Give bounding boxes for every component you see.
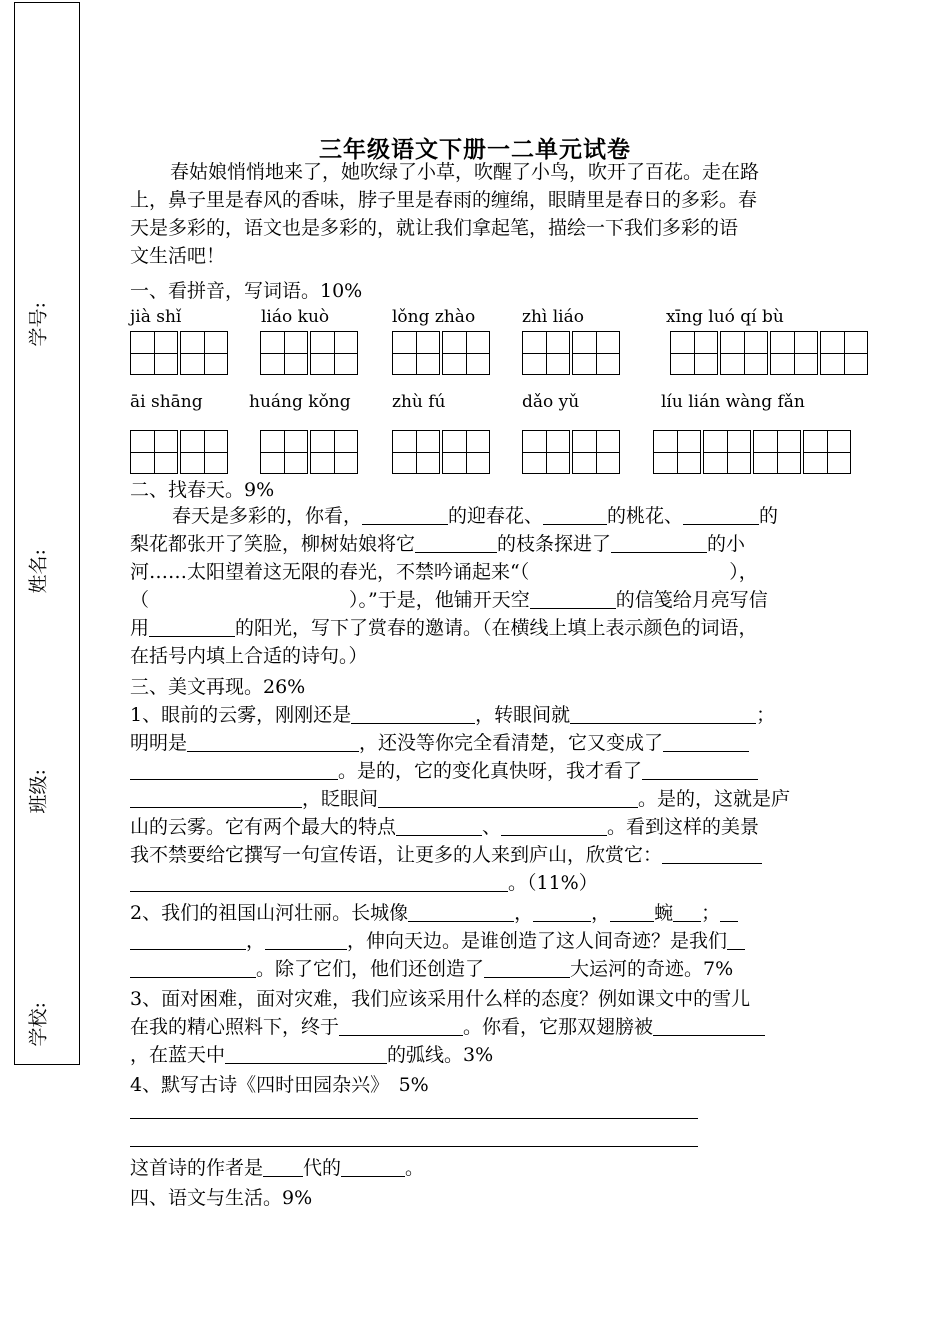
tian-cell[interactable] bbox=[820, 331, 868, 375]
text: ，在蓝天中 bbox=[130, 1044, 226, 1066]
tian-cell[interactable] bbox=[180, 430, 228, 474]
answer-blank[interactable] bbox=[263, 1156, 303, 1177]
text: 。你看，它那双翅膀被 bbox=[463, 1016, 654, 1038]
tian-cell[interactable] bbox=[180, 331, 228, 375]
writing-grid[interactable] bbox=[392, 430, 490, 474]
answer-blank[interactable] bbox=[530, 588, 616, 609]
text: 的阳光，写下了赏春的邀请。（在横线上填上表示颜色的词语， bbox=[235, 617, 758, 639]
text: 这首诗的作者是 bbox=[130, 1157, 264, 1179]
section-heading: 一、看拼音，写词语。10% bbox=[130, 280, 363, 302]
writing-grid[interactable] bbox=[670, 331, 868, 375]
page-title: 三年级语文下册一二单元试卷 bbox=[319, 136, 631, 163]
pinyin-label: jià shǐ bbox=[130, 307, 182, 327]
tian-cell[interactable] bbox=[392, 331, 440, 375]
text-line bbox=[130, 813, 759, 841]
section-heading: 三、美文再现。26% bbox=[130, 676, 306, 698]
answer-blank[interactable] bbox=[130, 957, 256, 978]
text: 梨花都张开了笑脸，柳树姑娘将它 bbox=[130, 533, 416, 555]
answer-blank[interactable] bbox=[663, 731, 749, 752]
text: 代的 bbox=[303, 1157, 342, 1179]
text: 1、眼前的云雾，刚刚还是 bbox=[130, 704, 352, 726]
pinyin-label: dǎo yǔ bbox=[522, 392, 580, 412]
text: 春天是多彩的，你看， bbox=[172, 505, 363, 527]
tian-cell[interactable] bbox=[310, 331, 358, 375]
text: 的迎春花、 bbox=[448, 505, 544, 527]
section-heading: 四、语文与生活。9% bbox=[130, 1187, 313, 1209]
intro-line: 天是多彩的，语文也是多彩的，就让我们拿起笔，描绘一下我们多彩的语 bbox=[130, 217, 739, 239]
intro-line: 文生活吧！ bbox=[130, 245, 226, 267]
text: 明明是 bbox=[130, 732, 188, 754]
text-line bbox=[130, 701, 775, 729]
answer-blank[interactable] bbox=[415, 532, 497, 553]
text-line bbox=[130, 927, 745, 955]
text: ，转眼间就 bbox=[475, 704, 571, 726]
answer-blank[interactable] bbox=[339, 1015, 463, 1036]
tian-cell[interactable] bbox=[653, 430, 701, 474]
text: 的枝条探进了 bbox=[497, 533, 612, 555]
tian-cell[interactable] bbox=[130, 430, 178, 474]
text-line bbox=[130, 785, 790, 813]
writing-grid[interactable] bbox=[130, 331, 228, 375]
text: 的小 bbox=[707, 533, 746, 555]
text: 。看到这样的美景 bbox=[607, 816, 760, 838]
text-line bbox=[130, 757, 758, 785]
answer-blank[interactable] bbox=[720, 901, 738, 922]
answer-blank[interactable] bbox=[130, 929, 246, 950]
text: ； bbox=[756, 704, 776, 726]
text-line bbox=[172, 502, 778, 530]
text: 用 bbox=[130, 617, 150, 639]
text: ，眨眼间 bbox=[302, 788, 379, 810]
text: ，还没等你完全看清楚，它又变成了 bbox=[359, 732, 664, 754]
answer-blank[interactable] bbox=[149, 616, 235, 637]
tian-cell[interactable] bbox=[130, 331, 178, 375]
pinyin-label: huáng kǒng bbox=[249, 392, 351, 412]
tian-cell[interactable] bbox=[310, 430, 358, 474]
answer-blank[interactable] bbox=[396, 815, 482, 836]
text-line bbox=[130, 1013, 765, 1041]
tian-cell[interactable] bbox=[703, 430, 751, 474]
text: ，伸向天边。是谁创造了这人间奇迹？是我们 bbox=[347, 930, 728, 952]
writing-grid[interactable] bbox=[392, 331, 490, 375]
tian-cell[interactable] bbox=[442, 331, 490, 375]
text: 河……太阳望着这无限的春光，不禁吟诵起来“（ bbox=[130, 561, 530, 583]
writing-grid[interactable] bbox=[130, 430, 228, 474]
answer-blank[interactable] bbox=[225, 1043, 387, 1064]
text: 大运河的奇迹。7% bbox=[570, 958, 734, 980]
text: 的 bbox=[759, 505, 779, 527]
name-label: 姓名: bbox=[27, 549, 50, 594]
answer-blank[interactable] bbox=[611, 532, 707, 553]
answer-blank[interactable] bbox=[362, 504, 448, 525]
tian-cell[interactable] bbox=[803, 430, 851, 474]
answer-blank[interactable] bbox=[533, 901, 591, 922]
answer-blank[interactable] bbox=[130, 871, 508, 892]
answer-blank[interactable] bbox=[130, 759, 338, 780]
answer-blank[interactable] bbox=[187, 731, 359, 752]
tian-cell[interactable] bbox=[522, 430, 570, 474]
tian-cell[interactable] bbox=[572, 430, 620, 474]
tian-cell[interactable] bbox=[770, 331, 818, 375]
text: 蜿 bbox=[654, 902, 674, 924]
intro-line: 上，鼻子里是春风的香味，脖子里是春雨的缠绵，眼睛里是春日的多彩。春 bbox=[130, 189, 758, 211]
answer-blank[interactable] bbox=[341, 1156, 405, 1177]
answer-blank[interactable] bbox=[130, 787, 302, 808]
tian-cell[interactable] bbox=[670, 331, 718, 375]
text: 在我的精心照料下，终于 bbox=[130, 1016, 340, 1038]
student-number-label: 学号: bbox=[27, 302, 50, 347]
text: 的弧线。3% bbox=[387, 1044, 494, 1066]
answer-blank[interactable] bbox=[351, 703, 475, 724]
text-line bbox=[130, 1041, 493, 1069]
tian-cell[interactable] bbox=[720, 331, 768, 375]
pinyin-label: zhì liáo bbox=[522, 307, 584, 327]
writing-grid[interactable] bbox=[522, 430, 620, 474]
text: ）。”于是，他铺开天空 bbox=[349, 589, 530, 611]
text: 的桃花、 bbox=[607, 505, 684, 527]
pinyin-label: líu lián wàng fǎn bbox=[661, 392, 805, 412]
text: 的信笺给月亮写信 bbox=[615, 589, 768, 611]
writing-grid[interactable] bbox=[522, 331, 620, 375]
answer-blank[interactable] bbox=[378, 787, 638, 808]
text-line bbox=[130, 899, 738, 927]
writing-grid[interactable] bbox=[260, 331, 358, 375]
section-heading: 二、找春天。9% bbox=[130, 479, 275, 501]
answer-blank[interactable] bbox=[610, 901, 654, 922]
text: ， bbox=[514, 902, 534, 924]
school-label: 学校: bbox=[27, 1002, 50, 1047]
pinyin-label: liáo kuò bbox=[261, 307, 330, 327]
text-line bbox=[130, 530, 745, 558]
text: 。是的，这就是庐 bbox=[638, 788, 791, 810]
text-line bbox=[130, 729, 749, 757]
tian-cell[interactable] bbox=[392, 430, 440, 474]
answer-blank[interactable] bbox=[653, 1015, 765, 1036]
text: 、 bbox=[482, 816, 502, 838]
writing-grid[interactable] bbox=[260, 430, 358, 474]
text: 。是的，它的变化真快呀，我才看了 bbox=[338, 760, 643, 782]
text: （ bbox=[130, 589, 150, 611]
class-label: 班级: bbox=[27, 769, 50, 814]
text: 。除了它们，他们还创造了 bbox=[256, 958, 485, 980]
text: 2、我们的祖国山河壮丽。长城像 bbox=[130, 902, 409, 924]
tian-cell[interactable] bbox=[442, 430, 490, 474]
writing-grid[interactable] bbox=[653, 430, 851, 474]
text: 我不禁要给它撰写一句宣传语，让更多的人来到庐山，欣赏它： bbox=[130, 844, 663, 866]
intro-line: 春姑娘悄悄地来了，她吹绿了小草，吹醒了小鸟，吹开了百花。走在路 bbox=[170, 161, 760, 183]
text-line bbox=[130, 1154, 424, 1182]
poem-answer-line[interactable] bbox=[130, 1118, 698, 1119]
text-line bbox=[130, 586, 768, 614]
answer-blank[interactable] bbox=[265, 929, 347, 950]
pinyin-label: zhù fú bbox=[392, 392, 446, 412]
pinyin-label: āi shāng bbox=[130, 392, 203, 412]
text: 。 bbox=[405, 1157, 425, 1179]
tian-cell[interactable] bbox=[260, 430, 308, 474]
tian-cell[interactable] bbox=[572, 331, 620, 375]
text-line: 4、默写古诗《四时田园杂兴》 5% bbox=[130, 1074, 429, 1096]
answer-blank[interactable] bbox=[642, 759, 758, 780]
text-line: 在括号内填上合适的诗句。） bbox=[130, 645, 368, 667]
answer-blank[interactable] bbox=[484, 957, 570, 978]
tian-cell[interactable] bbox=[753, 430, 801, 474]
text: ）， bbox=[729, 561, 758, 583]
answer-blank[interactable] bbox=[501, 815, 607, 836]
answer-blank[interactable] bbox=[408, 901, 514, 922]
tian-cell[interactable] bbox=[260, 331, 308, 375]
text: 。（11%） bbox=[508, 872, 598, 894]
answer-blank[interactable] bbox=[662, 843, 762, 864]
text-line bbox=[130, 614, 758, 642]
text-line bbox=[130, 869, 598, 897]
tian-cell[interactable] bbox=[522, 331, 570, 375]
text-line bbox=[130, 955, 733, 983]
text-line bbox=[130, 841, 762, 869]
pinyin-label: lǒng zhào bbox=[392, 307, 476, 327]
answer-blank[interactable] bbox=[673, 901, 701, 922]
answer-blank[interactable] bbox=[570, 703, 756, 724]
text-line bbox=[130, 558, 758, 586]
text-line: 3、面对困难，面对灾难，我们应该采用什么样的态度？例如课文中的雪儿 bbox=[130, 988, 751, 1010]
text: ； bbox=[701, 902, 721, 924]
answer-blank[interactable] bbox=[683, 504, 759, 525]
text: ， bbox=[591, 902, 611, 924]
answer-blank[interactable] bbox=[543, 504, 607, 525]
answer-blank[interactable] bbox=[727, 929, 745, 950]
pinyin-label: xīng luó qí bù bbox=[666, 307, 784, 327]
text: 山的云雾。它有两个最大的特点 bbox=[130, 816, 397, 838]
poem-answer-line[interactable] bbox=[130, 1146, 698, 1147]
text: ， bbox=[246, 930, 266, 952]
